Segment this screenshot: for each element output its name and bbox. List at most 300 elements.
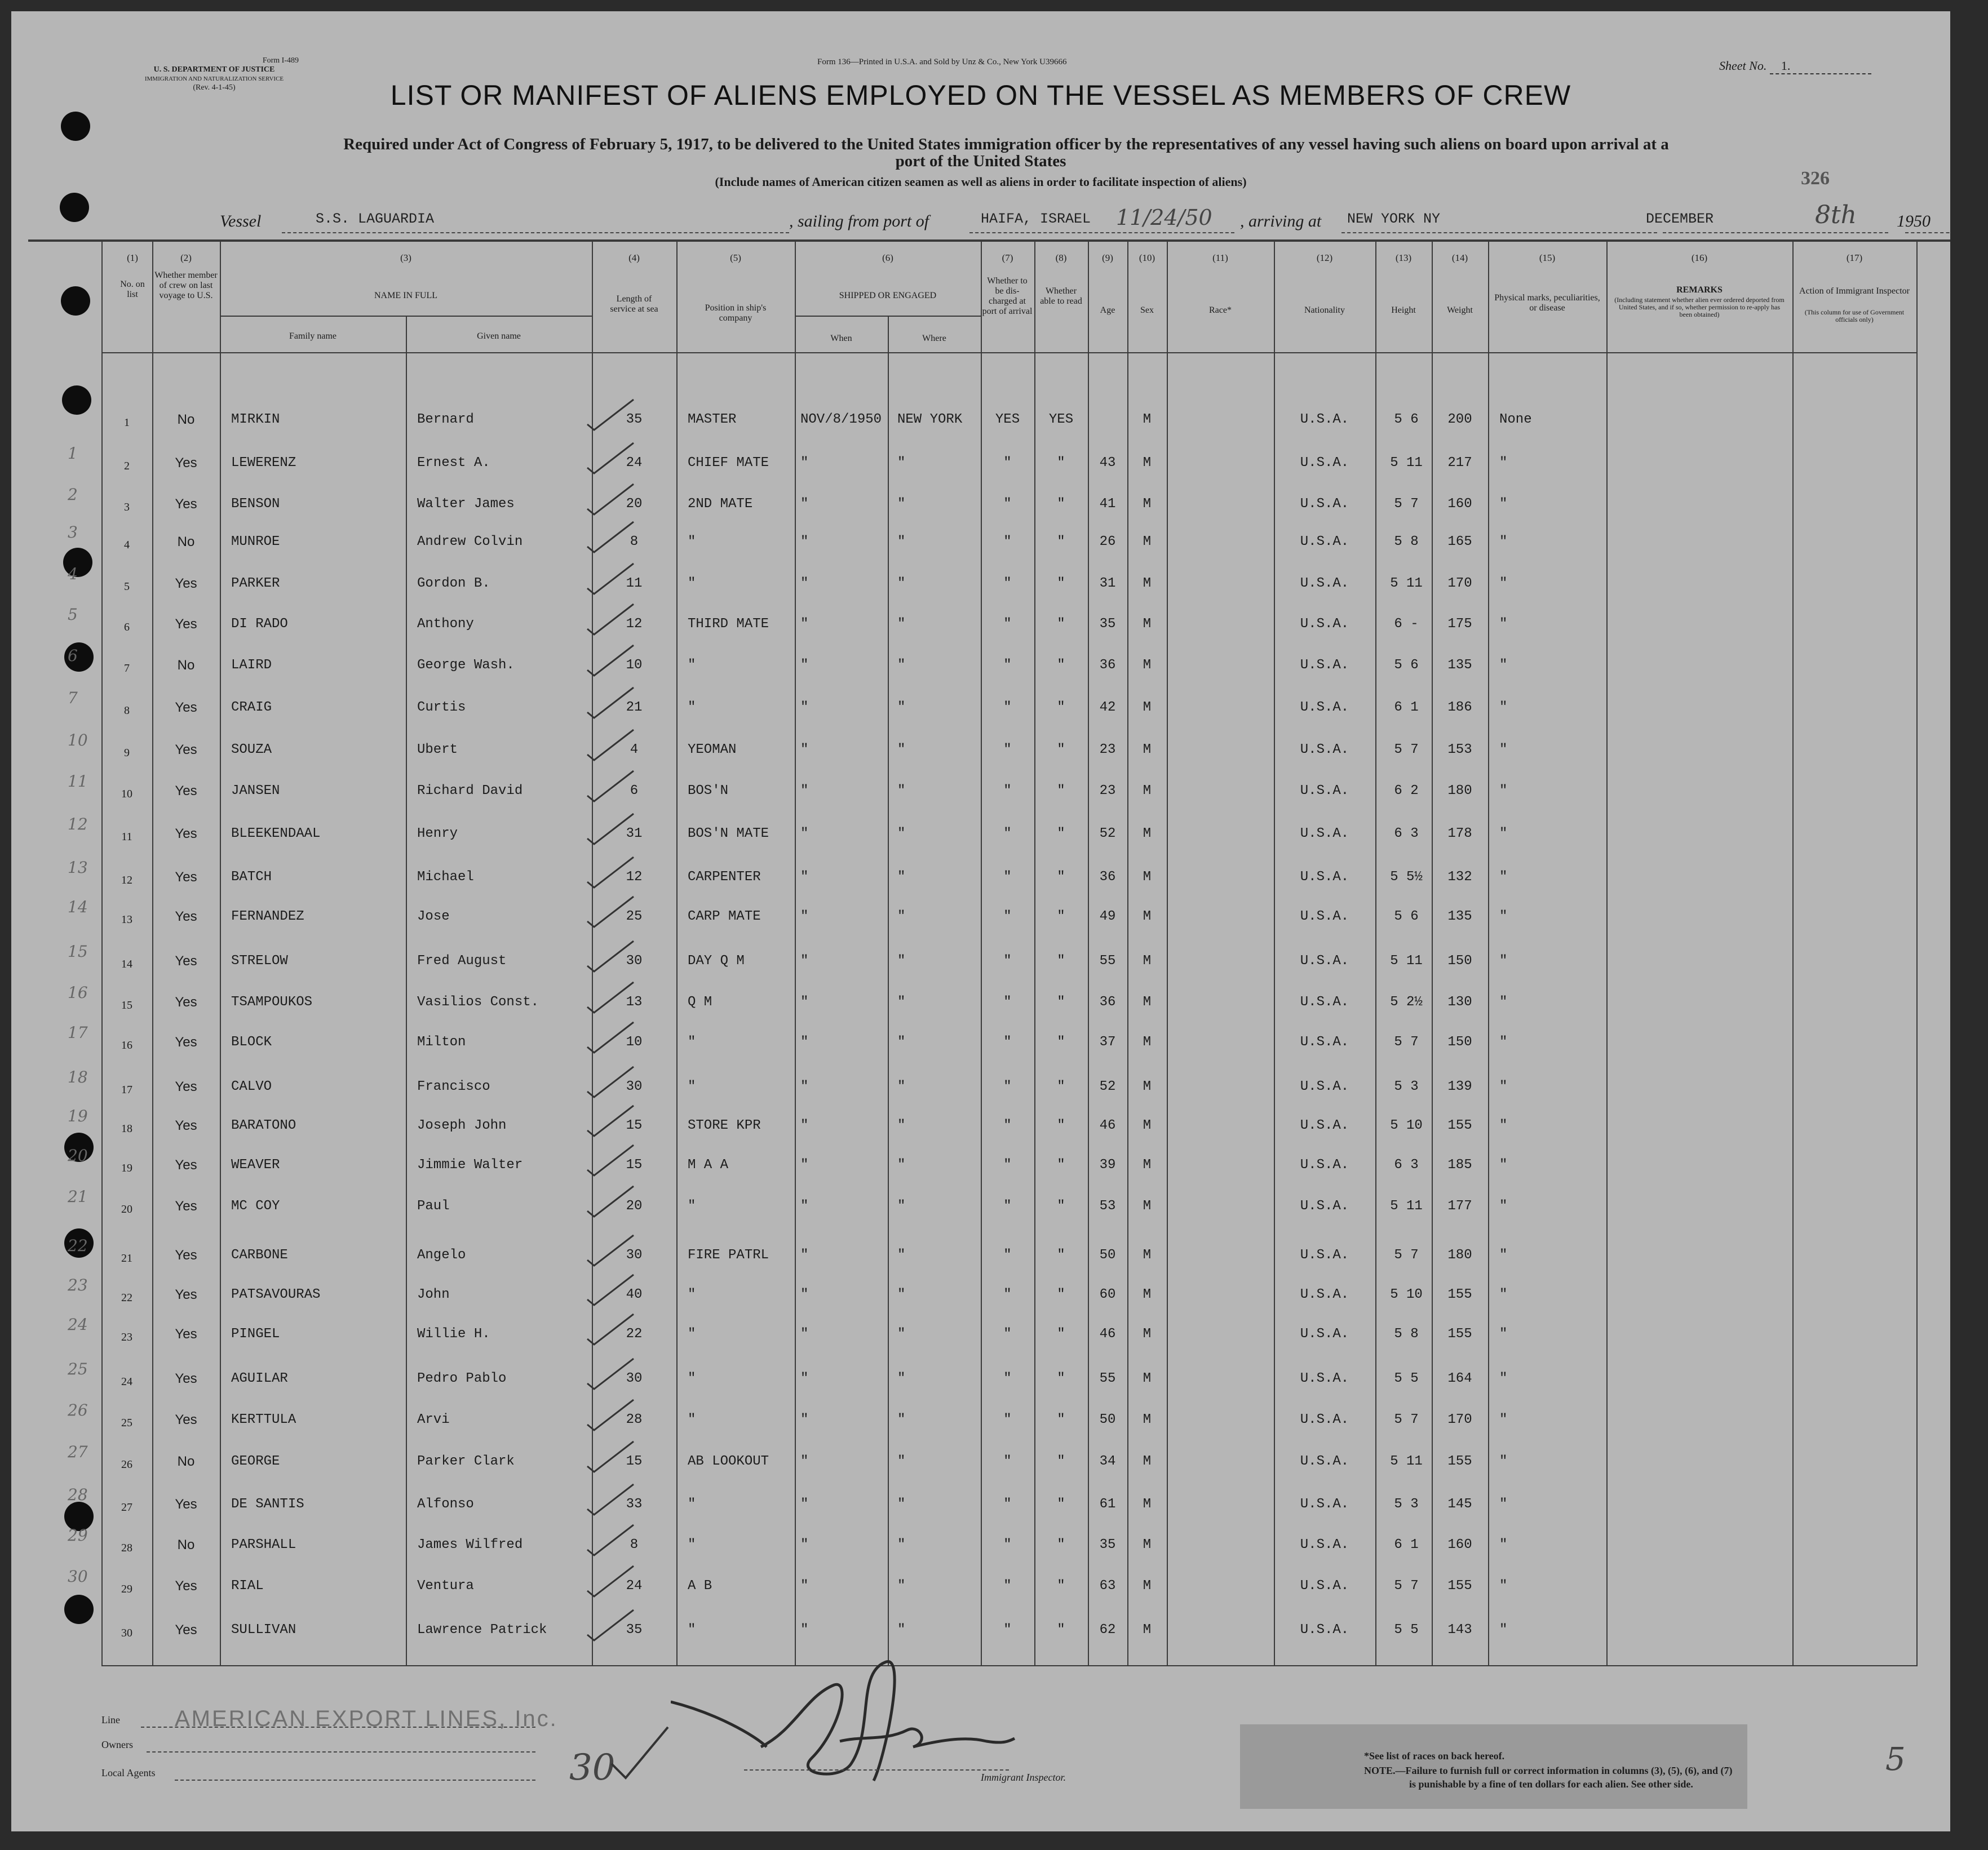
cell-weight: 160 [1447, 496, 1472, 512]
table-row [11, 410, 1950, 432]
col-9-label: Age [1100, 305, 1115, 315]
table-row [11, 485, 1950, 517]
cell-age: 46 [1099, 1118, 1116, 1133]
check-mark-icon [585, 441, 636, 474]
cell-weight: 175 [1447, 616, 1472, 632]
check-mark-icon [585, 1523, 636, 1556]
cell-sex: M [1143, 576, 1152, 591]
row-margin-number: 22 [68, 1236, 88, 1255]
cell-family: PARKER [231, 576, 280, 591]
cell-weight: 164 [1447, 1371, 1472, 1386]
cell-service: 13 [626, 995, 643, 1010]
cell-given: Anthony [417, 616, 474, 632]
cell-when: " [800, 826, 809, 841]
col-17-sub: (This column for use of Government officials only) [1804, 308, 1905, 323]
table-row [11, 1315, 1950, 1347]
cell-position: " [688, 1622, 696, 1638]
cell-prev: No [177, 1537, 195, 1552]
cell-nationality: U.S.A. [1300, 1537, 1349, 1552]
note-failure: NOTE.—Failure to furnish full or correct information in columns (3), (5), (6), and (7) [1364, 1765, 1733, 1776]
cell-when: " [800, 658, 809, 673]
cell-read: " [1057, 534, 1065, 549]
cell-nationality: U.S.A. [1300, 909, 1349, 924]
cell-no: 24 [121, 1376, 132, 1388]
cell-when: " [800, 576, 809, 591]
cell-where: " [897, 1287, 906, 1302]
cell-nationality: U.S.A. [1300, 1287, 1349, 1302]
cell-height: 5 3 [1394, 1497, 1419, 1512]
cell-age: 55 [1099, 1371, 1116, 1386]
header-bottom-rule [101, 352, 1916, 353]
cell-weight: 150 [1447, 953, 1472, 969]
col-14-label: Weight [1447, 305, 1473, 315]
cell-marks: " [1499, 995, 1508, 1010]
cell-height: 6 1 [1394, 1537, 1419, 1552]
cell-nationality: U.S.A. [1300, 455, 1349, 471]
row-margin-number: 2 [68, 485, 78, 504]
cell-prev: Yes [175, 1497, 197, 1512]
cell-sex: M [1143, 869, 1152, 885]
date-underline [1663, 232, 1888, 233]
cell-where: " [897, 1454, 906, 1469]
cell-position: CARP MATE [688, 909, 761, 924]
row-margin-number: 17 [68, 1023, 88, 1042]
cell-age: 53 [1099, 1199, 1116, 1214]
cell-no: 17 [121, 1084, 132, 1096]
cell-when: " [800, 1327, 809, 1342]
check-mark-icon [585, 1064, 636, 1098]
cell-nationality: U.S.A. [1300, 953, 1349, 969]
note-fine: is punishable by a fine of ten dollars for each alien. See other side. [1409, 1778, 1693, 1790]
cell-prev: Yes [175, 1412, 197, 1427]
arrival-year: 1950 [1897, 212, 1931, 230]
cell-sex: M [1143, 534, 1152, 549]
col-10-label: Sex [1140, 305, 1154, 315]
cell-service: 24 [626, 455, 643, 471]
cell-discharged: " [1003, 995, 1012, 1010]
cell-prev: Yes [175, 909, 197, 924]
cell-position: BOS'N MATE [688, 826, 769, 841]
cell-discharged: " [1003, 1412, 1012, 1427]
col-16-sub: (Including statement whether alien ever ordered deported from United States, and if so, whether permission to re-apply has been obtained) [1614, 296, 1785, 318]
cell-age: 31 [1099, 576, 1116, 591]
cell-height: 5 6 [1394, 412, 1419, 427]
col-15-num: (15) [1539, 252, 1556, 263]
row-margin-number: 30 [68, 1567, 88, 1586]
cell-marks: " [1499, 1454, 1508, 1469]
note-races: *See list of races on back hereof. [1364, 1750, 1505, 1762]
cell-prev: Yes [175, 616, 197, 632]
cell-no: 2 [124, 460, 130, 472]
stamp-number: 326 [1801, 168, 1830, 189]
check-mark-icon [585, 1482, 636, 1516]
cell-age: 23 [1099, 742, 1116, 757]
cell-when: " [800, 953, 809, 969]
cell-nationality: U.S.A. [1300, 869, 1349, 885]
cell-position: MASTER [688, 412, 737, 427]
cell-service: 22 [626, 1327, 643, 1342]
cell-age: 35 [1099, 616, 1116, 632]
table-row [11, 1443, 1950, 1474]
cell-sex: M [1143, 1035, 1152, 1050]
table-row [11, 731, 1950, 762]
cell-nationality: U.S.A. [1300, 1622, 1349, 1638]
cell-sex: M [1143, 1287, 1152, 1302]
cell-weight: 180 [1447, 783, 1472, 798]
cell-service: 15 [626, 1454, 643, 1469]
line-value-stamp: AMERICAN EXPORT LINES, Inc. [175, 1706, 558, 1731]
cell-prev: Yes [175, 995, 197, 1010]
cell-weight: 155 [1447, 1454, 1472, 1469]
cell-where: " [897, 1035, 906, 1050]
col-4-num: (4) [628, 252, 640, 263]
check-mark-icon [585, 1020, 636, 1054]
cell-where: " [897, 1118, 906, 1133]
cell-where: " [897, 1412, 906, 1427]
cell-weight: 160 [1447, 1537, 1472, 1552]
col-3-given: Given name [477, 331, 521, 341]
cell-marks: " [1499, 1157, 1508, 1173]
cell-age: 37 [1099, 1035, 1116, 1050]
cell-family: KERTTULA [231, 1412, 296, 1427]
cell-service: 21 [626, 700, 643, 715]
cell-no: 16 [121, 1039, 132, 1052]
arrival-underline [1341, 232, 1657, 233]
agents-underline [175, 1780, 535, 1781]
cell-service: 24 [626, 1578, 643, 1594]
cell-discharged: " [1003, 1578, 1012, 1594]
table-row [11, 1360, 1950, 1391]
cell-service: 31 [626, 826, 643, 841]
cell-sex: M [1143, 700, 1152, 715]
cell-when: " [800, 1035, 809, 1050]
cell-marks: " [1499, 1327, 1508, 1342]
cell-position: A B [688, 1578, 712, 1594]
cell-read: " [1057, 576, 1065, 591]
cell-no: 9 [124, 747, 130, 759]
cell-service: 6 [630, 783, 639, 798]
cell-nationality: U.S.A. [1300, 1199, 1349, 1214]
check-mark-icon [585, 685, 636, 719]
cell-given: Ernest A. [417, 455, 490, 471]
row-margin-number: 16 [68, 983, 88, 1002]
cell-when: " [800, 1118, 809, 1133]
cell-no: 7 [124, 662, 130, 675]
cell-when: " [800, 1537, 809, 1552]
inspector-signature [671, 1629, 1020, 1803]
cell-given: Vasilios Const. [417, 995, 539, 1010]
cell-marks: " [1499, 1248, 1508, 1263]
cell-marks: " [1499, 700, 1508, 715]
cell-weight: 186 [1447, 700, 1472, 715]
cell-nationality: U.S.A. [1300, 616, 1349, 632]
cell-discharged: " [1003, 455, 1012, 471]
cell-where: " [897, 1199, 906, 1214]
row-margin-number: 12 [68, 815, 88, 833]
cell-prev: Yes [175, 700, 197, 715]
col-6-num: (6) [882, 252, 893, 263]
cell-prev: No [177, 1454, 195, 1469]
cell-position: " [688, 1287, 696, 1302]
cell-given: Alfonso [417, 1497, 474, 1512]
cell-service: 30 [626, 1079, 643, 1094]
cell-discharged: " [1003, 783, 1012, 798]
cell-nationality: U.S.A. [1300, 1118, 1349, 1133]
cell-weight: 155 [1447, 1118, 1472, 1133]
cell-given: Michael [417, 869, 474, 885]
cell-where: " [897, 1497, 906, 1512]
cell-when: " [800, 1199, 809, 1214]
cell-age: 36 [1099, 995, 1116, 1010]
cell-marks: " [1499, 742, 1508, 757]
cell-service: 40 [626, 1287, 643, 1302]
cell-position: CHIEF MATE [688, 455, 769, 471]
cell-prev: Yes [175, 953, 197, 969]
cell-weight: 170 [1447, 576, 1472, 591]
cell-nationality: U.S.A. [1300, 1157, 1349, 1173]
owners-underline [147, 1751, 535, 1753]
cell-family: BLOCK [231, 1035, 272, 1050]
cell-read: " [1057, 1454, 1065, 1469]
cell-read: " [1057, 1079, 1065, 1094]
cell-position: AB LOOKOUT [688, 1454, 769, 1469]
cell-weight: 130 [1447, 995, 1472, 1010]
col-12-num: (12) [1316, 252, 1333, 263]
cell-age: 41 [1099, 496, 1116, 512]
row-margin-number: 21 [68, 1187, 88, 1206]
col-9-num: (9) [1102, 252, 1113, 263]
cell-position: M A A [688, 1157, 729, 1173]
cell-discharged: " [1003, 742, 1012, 757]
cell-given: Henry [417, 826, 458, 841]
cell-height: 5 7 [1394, 1035, 1419, 1050]
cell-where: " [897, 1622, 906, 1638]
cell-marks: " [1499, 1537, 1508, 1552]
table-row [11, 689, 1950, 720]
crew-count-handwritten: 30 [569, 1747, 616, 1789]
cell-family: FERNANDEZ [231, 909, 304, 924]
cell-sex: M [1143, 1622, 1152, 1638]
check-mark-icon [585, 1103, 636, 1137]
cell-read: " [1057, 1287, 1065, 1302]
cell-where: " [897, 658, 906, 673]
col-16-label: REMARKS [1676, 285, 1723, 295]
cell-marks: " [1499, 1079, 1508, 1094]
cell-prev: Yes [175, 1035, 197, 1050]
table-row [11, 1236, 1950, 1268]
cell-height: 6 1 [1394, 700, 1419, 715]
agents-label: Local Agents [101, 1767, 156, 1778]
col-11-num: (11) [1212, 252, 1228, 263]
subtitle-1: Required under Act of Congress of February 5, 1917, to be delivered to the United States immigration officer by the representatives of any vessel having such aliens on board upon arrival at a [343, 135, 1669, 153]
arrival-day-handwritten: 8th [1815, 201, 1857, 229]
cell-family: PATSAVOURAS [231, 1287, 321, 1302]
footer-note-box [1240, 1724, 1747, 1809]
check-mark-icon [585, 1143, 636, 1177]
cell-service: 28 [626, 1412, 643, 1427]
cell-read: " [1057, 953, 1065, 969]
cell-given: Francisco [417, 1079, 490, 1094]
cell-given: Arvi [417, 1412, 450, 1427]
cell-age: 42 [1099, 700, 1116, 715]
cell-position: " [688, 1371, 696, 1386]
cell-marks: " [1499, 783, 1508, 798]
cell-prev: Yes [175, 1079, 197, 1094]
row-margin-number: 14 [68, 898, 88, 916]
cell-marks: " [1499, 1118, 1508, 1133]
cell-sex: M [1143, 1327, 1152, 1342]
col-11-label: Race* [1209, 305, 1232, 315]
cell-position: " [688, 534, 696, 549]
row-margin-number: 10 [68, 731, 88, 749]
row-margin-number: 19 [68, 1107, 88, 1125]
check-mark-icon [585, 1312, 636, 1346]
cell-no: 4 [124, 539, 130, 551]
cell-given: Pedro Pablo [417, 1371, 507, 1386]
cell-sex: M [1143, 826, 1152, 841]
table-row [11, 898, 1950, 929]
table-row [11, 646, 1950, 678]
cell-no: 1 [124, 416, 130, 429]
cell-sex: M [1143, 1537, 1152, 1552]
cell-height: 5 11 [1390, 1199, 1423, 1214]
cell-prev: Yes [175, 1118, 197, 1133]
cell-read: " [1057, 496, 1065, 512]
cell-marks: None [1499, 412, 1532, 427]
check-mark-icon [585, 397, 636, 431]
check-mark-icon [585, 1608, 636, 1642]
cell-no: 29 [121, 1583, 132, 1595]
table-row [11, 444, 1950, 476]
cell-no: 23 [121, 1331, 132, 1343]
check-mark-icon [585, 1398, 636, 1431]
cell-height: 5 11 [1390, 953, 1423, 969]
cell-weight: 178 [1447, 826, 1472, 841]
sailing-label: , sailing from port of [789, 212, 929, 230]
cell-marks: " [1499, 616, 1508, 632]
cell-prev: Yes [175, 455, 197, 471]
cell-family: DE SANTIS [231, 1497, 304, 1512]
cell-sex: M [1143, 1412, 1152, 1427]
cell-when: " [800, 1412, 809, 1427]
cell-position: " [688, 1199, 696, 1214]
cell-where: " [897, 455, 906, 471]
col-3-label: NAME IN FULL [374, 291, 437, 300]
cell-discharged: " [1003, 616, 1012, 632]
cell-weight: 139 [1447, 1079, 1472, 1094]
inspector-underline [744, 1769, 1009, 1771]
cell-family: BATCH [231, 869, 272, 885]
vessel-name: S.S. LAGUARDIA [316, 211, 435, 227]
sailing-port: HAIFA, ISRAEL [981, 211, 1091, 227]
cell-when: " [800, 1287, 809, 1302]
cell-read: " [1057, 995, 1065, 1010]
cell-sex: M [1143, 953, 1152, 969]
form-id: Form I-489 [262, 56, 299, 65]
row-margin-number: 18 [68, 1068, 88, 1086]
cell-family: CRAIG [231, 700, 272, 715]
cell-family: CALVO [231, 1079, 272, 1094]
cell-discharged: " [1003, 576, 1012, 591]
check-mark-icon [585, 602, 636, 636]
cell-weight: 165 [1447, 534, 1472, 549]
cell-position: 2ND MATE [688, 496, 753, 512]
cell-read: " [1057, 1118, 1065, 1133]
cell-position: " [688, 1327, 696, 1342]
cell-no: 6 [124, 621, 130, 633]
cell-prev: No [177, 658, 195, 673]
cell-read: " [1057, 826, 1065, 841]
cell-sex: M [1143, 616, 1152, 632]
cell-marks: " [1499, 1035, 1508, 1050]
cell-age: 61 [1099, 1497, 1116, 1512]
cell-given: Andrew Colvin [417, 534, 523, 549]
cell-service: 30 [626, 1371, 643, 1386]
cell-where: " [897, 869, 906, 885]
table-row [11, 1023, 1950, 1055]
cell-service: 33 [626, 1497, 643, 1512]
cell-weight: 145 [1447, 1497, 1472, 1512]
table-row [11, 1068, 1950, 1099]
cell-marks: " [1499, 826, 1508, 841]
row-margin-number: 23 [68, 1276, 88, 1294]
cell-when: " [800, 995, 809, 1010]
cell-when: " [800, 616, 809, 632]
col-6-where: Where [922, 334, 946, 343]
cell-no: 27 [121, 1501, 132, 1514]
check-mark-icon [585, 1233, 636, 1267]
cell-marks: " [1499, 1287, 1508, 1302]
cell-height: 5 11 [1390, 576, 1423, 591]
cell-family: BARATONO [231, 1118, 296, 1133]
cell-sex: M [1143, 742, 1152, 757]
footer-agents-field [101, 1767, 552, 1784]
cell-nationality: U.S.A. [1300, 1327, 1349, 1342]
cell-age: 23 [1099, 783, 1116, 798]
cell-nationality: U.S.A. [1300, 1079, 1349, 1094]
cell-given: Walter James [417, 496, 515, 512]
cell-given: Fred August [417, 953, 507, 969]
sailing-date-handwritten: 11/24/50 [1116, 205, 1212, 230]
cell-read: " [1057, 1157, 1065, 1173]
cell-position: " [688, 1035, 696, 1050]
cell-age: 60 [1099, 1287, 1116, 1302]
cell-prev: Yes [175, 1248, 197, 1263]
cell-service: 25 [626, 909, 643, 924]
cell-family: TSAMPOUKOS [231, 995, 313, 1010]
cell-where: " [897, 909, 906, 924]
cell-service: 10 [626, 658, 643, 673]
cell-height: 5 6 [1394, 909, 1419, 924]
cell-family: LAIRD [231, 658, 272, 673]
col-10-num: (10) [1139, 252, 1155, 263]
cell-given: Ventura [417, 1578, 474, 1594]
cell-height: 6 - [1394, 616, 1419, 632]
cell-when: " [800, 534, 809, 549]
col-1-num: (1) [127, 252, 138, 263]
cell-weight: 185 [1447, 1157, 1472, 1173]
cell-weight: 170 [1447, 1412, 1472, 1427]
cell-prev: Yes [175, 1327, 197, 1342]
cell-prev: Yes [175, 496, 197, 512]
cell-sex: M [1143, 1248, 1152, 1263]
cell-no: 28 [121, 1542, 132, 1554]
row-margin-number: 25 [68, 1360, 88, 1378]
cell-marks: " [1499, 658, 1508, 673]
footer-line-field [101, 1706, 558, 1731]
cell-given: Jose [417, 909, 450, 924]
cell-position: BOS'N [688, 783, 729, 798]
